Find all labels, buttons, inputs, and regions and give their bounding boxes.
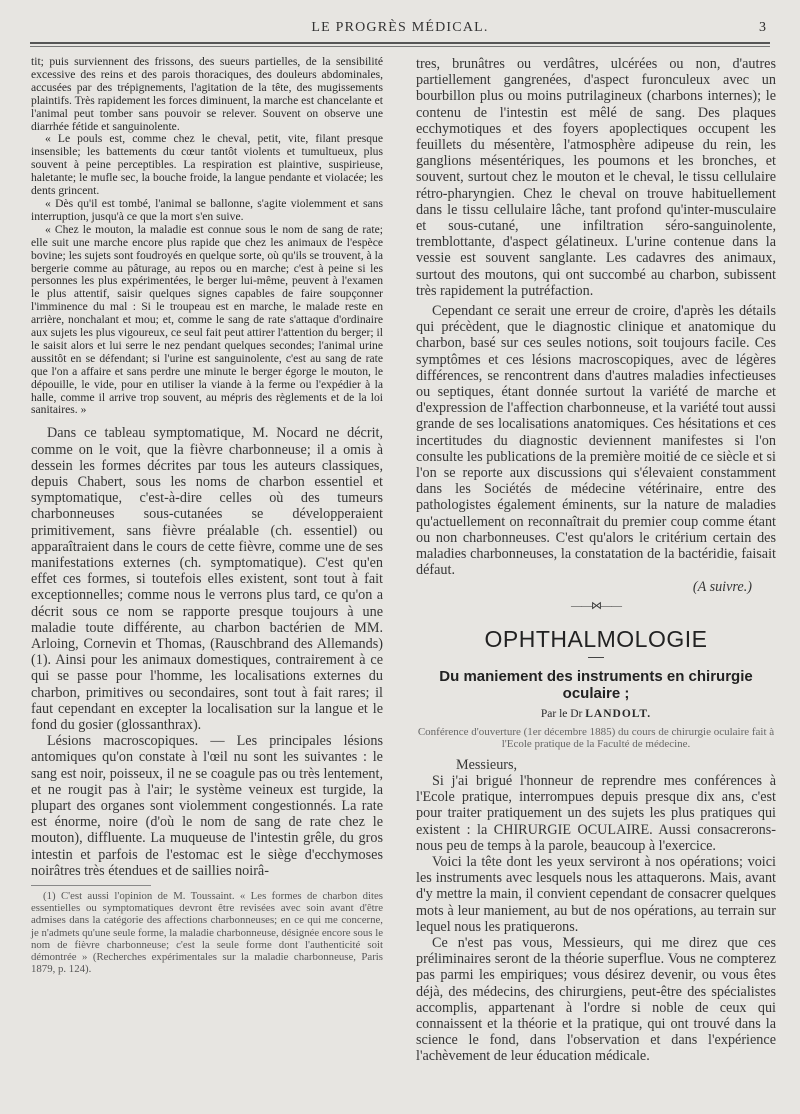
journal-title: LE PROGRÈS MÉDICAL. bbox=[311, 20, 489, 35]
quote-paragraph: « Chez le mouton, la maladie est connue sous le nom de sang de rate; elle suit une marche encore plus rapide que chez les animaux de l'espèce bovine; les sujets sont foudroyés en quelque sorte, où qu'ils se trouvent, à la bergerie comme au pâturage, au repos ou en marche; c'est à peine si les personnes les plus expérimentées, le berger lui-même, peuvent à l'examen le plus attentif, saisir quelques signes capables de faire soupçonner l'imminence du mal : Si le troupeau est en marche, le malade reste en arrière, nonchalant et mou; et, comme le sang de rate s'attaque d'ordinaire aux sujets les plus vigoureux, ce seul fait peut attirer l'attention du berger; il le saisit alors et lui serre le nez pendant quelques secondes; l'animal urine aussitôt en se défendant; si l'urine est sanguinolente, c'est au sang de rate que l'on a affaire et sans perdre une minute le berger égorge le mouton, le dépouille, le vide, pour en utiliser la viande à la ferme ou l'expédier à la halle, comme il arrive trop souvent, au mépris des règlements et de la loi sanitaires. » bbox=[31, 222, 383, 417]
running-head bbox=[30, 18, 770, 38]
body-paragraph: Lésions macroscopiques. — Les principales lésions antomiques qu'on constate à l'œil nu sont les suivantes : le sang est noir, poisseux, il ne se coagule pas ou très lentement, et ne rougit pas à l'air; le système veineux est turgide, la plupart des organes sont violemment congestionnés. La rate est énorme, noire (d'où le nom de sang de rate chez le mouton), diffluente. La muqueuse de l'intestin grêle, du gros intestin et parfois de l'estomac est le siège d'ecchymoses noirâtres très étendues et de saillies noirâ- bbox=[31, 733, 383, 879]
conference-note: Conférence d'ouverture (1er décembre 1885) du cours de chirurgie oculaire fait à l'Ecole pratique de la Faculté de médecine. bbox=[417, 725, 775, 751]
body-paragraph: tres, brunâtres ou verdâtres, ulcérées ou non, d'autres partiellement gangrenées, d'aspect furonculeux avec un bourbillon plus ou moins putrilagineux (charbons internes); le contenu de l'intestin est mêlé de sang. Des plaques ecchymotiques et des foyers apoplectiques occupent les feuillets du mésentère, l'atmosphère adipeuse du rein, les ganglions mésentériques, les poumons et les bronches, et souvent, surtout chez le mouton et le cheval, le tissu cellulaire rétro-pharyngien. Chez le cheval on trouve habituellement dans le tissu cellulaire lâche, tant profond qu'inter-musculaire et sous-cutané, une infiltration séro-sanguinolente, tremblottante, d'aspect gélatineux. L'urine contenue dans la vessie est souvent sanglante. Les cadavres des animaux, surtout des moutons, qui ont succombé au charbon, subissent très rapidement la putréfaction. bbox=[416, 56, 776, 299]
to-follow: (A suivre.) bbox=[692, 578, 752, 595]
footnote-rule bbox=[31, 885, 151, 886]
quote-paragraph: « Dès qu'il est tombé, l'animal se ballonne, s'agite violemment et sans interruption, jusqu'à ce que la mort s'en suive. bbox=[31, 196, 383, 223]
article-title: Du maniement des instruments en chirurgie oculaire ; bbox=[439, 667, 753, 702]
salutation: Messieurs, bbox=[456, 756, 518, 773]
body-paragraph: Dans ce tableau symptomatique, M. Nocard ne décrit, comme on le voit, que la fièvre charbonneuse; il a omis à dessein les formes décrites par tous les auteurs classiques, depuis Chabert, sous les noms de charbon essentiel et symptomatique, c'est-à-dire celles où des tumeurs charbonneuses sous-cutanées se développeraient primitivement, sans fièvre préalable (ch. essentiel) ou apparaîtraient dans le cours de cette fièvre, comme une de ses manifestations externes (ch. symptomatique). C'est qu'en effet ces formes, si toutefois elles existent, sont tout à fait exceptionnelles; comme nous le verrons plus tard, ce qu'on a décrit sous ce nom se rapporte presque toujours à une maladie toute différente, au charbon bactérien de MM. Arloing, Cornevin et Thomas, (Rauschbrand des Allemands) (1). Ainsi pour les animaux domestiques, contrairement à ce qui se passe pour l'homme, les localisations externes du charbon, primitives ou secondaires, sont tout à fait rares; il faut cependant en excepter la localisation sur la langue et le fond du gosier (glossanthrax). bbox=[31, 425, 383, 734]
quote-paragraph: tit; puis surviennent des frissons, des sueurs partielles, de la sensibilité excessive des reins et des parois thoraciques, des douleurs abdominales, accusées par des trépignements, l'agitation de la tête, des mugissements plaintifs. Très rapidement les forces diminuent, la marche est chancelante et l'animal peut tomber sans pouvoir se relever. Souvent on observe une diarrhée fétide et sanguinolente. bbox=[31, 55, 383, 133]
body-paragraph: Ce n'est pas vous, Messieurs, qui me direz que ces préliminaires seront de la théorie superflue. Vous ne compterez pas parmi les empiriques; vous désirez devenir, ou vous êtes déjà, des médecins, des chirurgiens, peut-être des spécialistes accomplis, appartenant à l'ordre si noble de ceux qui connaissent et la théorie et la pratique, qui ont trouvé dans la science le fond, dans l'observation et dans l'expérience l'achèvement de leur éducation médicale. bbox=[416, 934, 776, 1065]
left-column bbox=[31, 56, 383, 975]
author-line: Par le Dr LANDOLT. bbox=[540, 707, 652, 720]
section-title: OPHTHALMOLOGIE bbox=[484, 625, 708, 652]
section-dash bbox=[588, 657, 604, 658]
body-paragraph: Si j'ai brigué l'honneur de reprendre mes conférences à l'Ecole pratique, interrompues depuis presque dix ans, c'est pour traiter pratiquement un des sujets les plus pratiques qui existent : la CHIRURGIE OCULAIRE. Aussi consacrerons-nous peu de temps à la parole, beaucoup à l'exercice. bbox=[416, 772, 776, 854]
body-paragraph: Voici la tête dont les yeux serviront à nos opérations; voici les instruments avec lesquels nous les attaquerons. Mais, avant d'y mettre la main, il convient cependant de consacrer quelques mots à leur maniement, au but de nos opérations, au terrain sur lequel nous les pratiquerons. bbox=[416, 853, 776, 935]
quote-paragraph: « Le pouls est, comme chez le cheval, petit, vite, filant presque insensible; les battements du cœur tantôt violents et tumultueux, plus souvent à peine perceptibles. La respiration est plaintive, suspirieuse, haletante; le mufle sec, la bouche froide, la langue pendante et violacée; les dents grincent. bbox=[31, 132, 383, 198]
header-rule bbox=[30, 42, 770, 44]
section-divider-ornament: ——⋈—— bbox=[571, 599, 621, 612]
page-number: 3 bbox=[759, 20, 766, 35]
author-name: LANDOLT. bbox=[585, 707, 652, 720]
right-column bbox=[416, 56, 776, 1065]
body-paragraph: Cependant ce serait une erreur de croire, d'après les détails qui précèdent, que le diagnostic clinique et anatomique du charbon, basé sur ces seules notions, soit toujours facile. Ces symptômes et ces lésions macroscopiques, avec de légères différences, se rencontrent dans d'autres maladies infectieuses ou septiques, étant donnée surtout la variété de marche et d'expression de l'affection charbonneuse, et la variété tout aussi grande de ses localisations anatomiques. Ces hésitations et ces incertitudes du diagnostic deviennent manifestes si l'on consulte les publications de la première moitié de ce siècle et si l'on se reporte aux discussions qui s'élevaient constamment dans les Sociétés de médecine vétérinaire, entre des pathologistes également éminents, sur la nature de maladies qu'actuellement on reconnaîtrait du premier coup comme étant ou non charbonneuses. C'est qu'alors le critérium certain des maladies charbonneuses, la constatation de la bactéridie, faisait défaut. bbox=[416, 303, 776, 579]
footnote: (1) C'est aussi l'opinion de M. Toussaint. « Les formes de charbon dites essentielles ou symptomatiques devront être revisées avec soin avant d'être admises dans la catégorie des affections charbonneuses; en ce qui me concerne, je n'admets qu'une seule forme, la maladie charbonneuse, désignée encore sous le nom de fièvre charbonneuse; c'est la seule forme dont l'authenticité soit démontrée » (Recherches expérimentales sur la maladie charbonneuse, Paris 1879, p. 124). bbox=[31, 890, 383, 976]
header-rule-thin bbox=[30, 46, 770, 47]
